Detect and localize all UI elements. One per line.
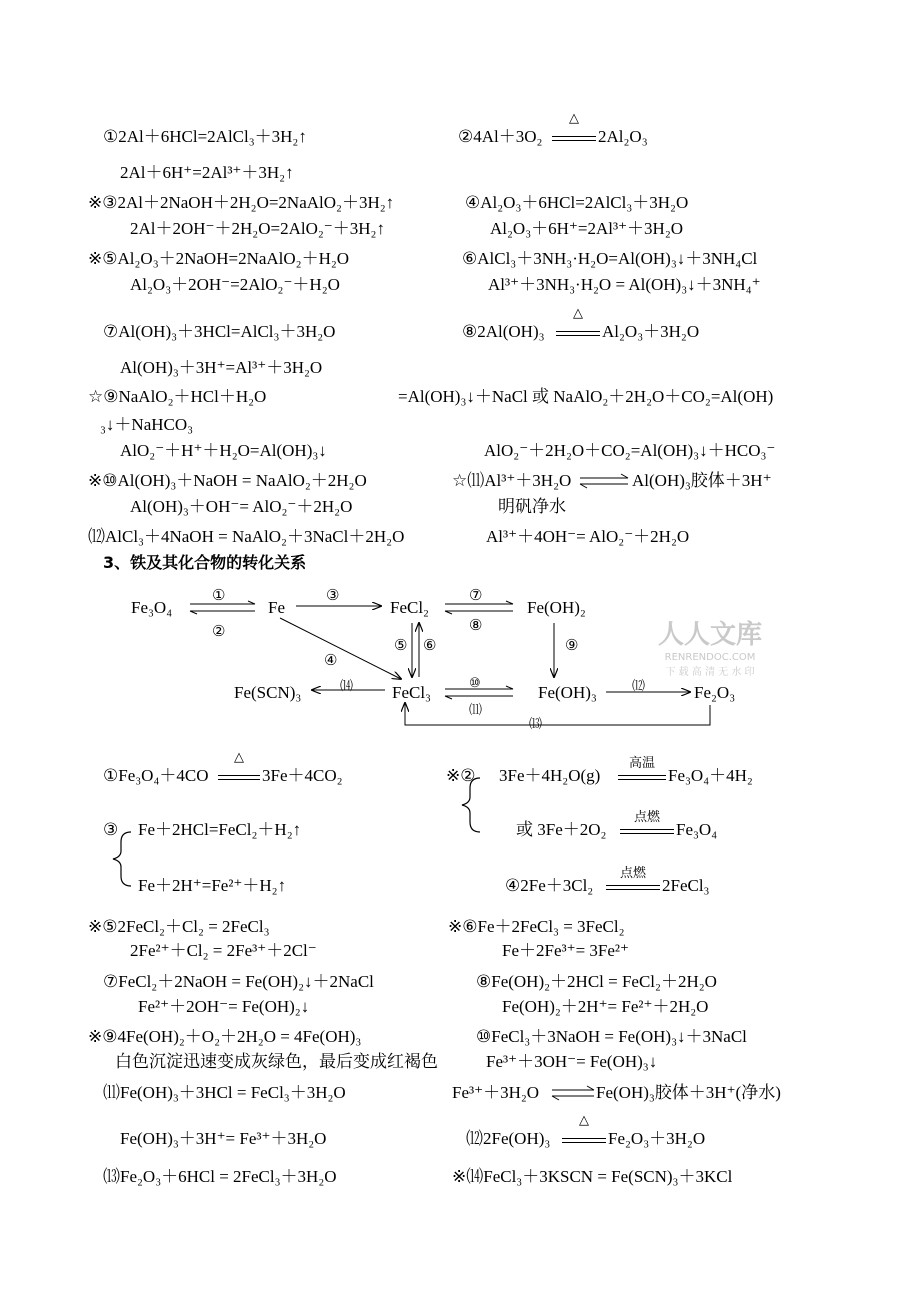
section-heading: 3、铁及其化合物的转化关系 (103, 553, 307, 572)
eq-fe-4-product: 2FeCl₃ (662, 876, 710, 895)
eq-fe-3-label: ③ (103, 820, 119, 839)
eq-al-2-product: 2Al₂O₃ (598, 127, 648, 146)
watermark-logo: 人人文库 (657, 620, 762, 650)
node-feoh2: Fe(OH)₂ (527, 598, 586, 617)
eq-al-8: ⑧2Al(OH)₃ (462, 322, 545, 341)
eq-fe-2-alt-product: Fe₃O₄ (676, 820, 718, 839)
eq-fe-7-ionic: Fe²⁺＋2OH⁻= Fe(OH)₂↓ (138, 997, 310, 1016)
eq-fe-2-alt: 或 3Fe＋2O₂ (516, 820, 607, 839)
label-12: ⑿ (632, 678, 646, 693)
eq-fe-14: ※⒁FeCl₃＋3KSCN = Fe(SCN)₃＋3KCl (452, 1167, 733, 1186)
eq-fe-8-ionic: Fe(OH)₂＋2H⁺= Fe²⁺＋2H₂O (502, 997, 709, 1016)
label-14: ⒁ (340, 678, 354, 693)
heat-condition: △ (573, 305, 583, 320)
eq-fe-11-ionic: Fe(OH)₃＋3H⁺= Fe³⁺＋3H₂O (120, 1129, 327, 1148)
node-fe3o4: Fe₃O₄ (131, 598, 173, 617)
eq-al-1-ionic: 2Al＋6H⁺=2Al³⁺＋3H₂↑ (120, 163, 294, 182)
eq-fe-4: ④2Fe＋3Cl₂ (505, 876, 594, 895)
eq-fe-6-ionic: Fe＋2Fe³⁺= 3Fe²⁺ (502, 941, 629, 960)
eq-al-5: ※⑤Al₂O₃＋2NaOH=2NaAlO₂＋H₂O (88, 249, 350, 268)
eq-fe-hydrolysis: Fe³⁺＋3H₂O (452, 1083, 540, 1102)
eq-fe-3: Fe＋2HCl=FeCl₂＋H₂↑ (138, 820, 302, 839)
eq-fe-12-product: Fe₂O₃＋3H₂O (608, 1129, 706, 1148)
label-5: ⑤ (394, 638, 408, 654)
eq-al-2: ②4Al＋3O₂ (458, 127, 543, 146)
label-9: ⑨ (565, 638, 579, 654)
node-feoh3: Fe(OH)₃ (538, 683, 597, 702)
eq-al-11: ☆⑾Al³⁺＋3H₂O (452, 471, 572, 490)
eq-al-1: ①2Al＋6HCl=2AlCl₃＋3H₂↑ (103, 127, 307, 146)
eq-al-9-ionic-a: AlO₂⁻＋H⁺＋H₂O=Al(OH)₃↓ (120, 441, 327, 460)
label-13: ⒀ (529, 716, 543, 731)
eq-fe-5-ionic: 2Fe²⁺＋Cl₂ = 2Fe³⁺＋2Cl⁻ (130, 941, 317, 960)
eq-fe-1-product: 3Fe＋4CO₂ (262, 766, 343, 785)
eq-fe-5: ※⑤2FeCl₂＋Cl₂ = 2FeCl₃ (88, 917, 270, 936)
eq-fe-7: ⑦FeCl₂＋2NaOH = Fe(OH)₂↓＋2NaCl (103, 972, 374, 991)
equals-sign (562, 1138, 606, 1143)
heat-condition: △ (234, 749, 244, 764)
label-6: ⑥ (423, 638, 437, 654)
eq-fe-13: ⒀Fe₂O₃＋6HCl = 2FeCl₃＋3H₂O (103, 1167, 337, 1186)
label-11: ⑾ (469, 702, 483, 717)
eq-al-5-ionic: Al₂O₃＋2OH⁻=2AlO₂⁻＋H₂O (130, 275, 340, 294)
eq-fe-2-label: ※② (446, 766, 476, 785)
label-2: ② (212, 624, 226, 640)
label-8: ⑧ (469, 618, 483, 634)
watermark-url: RENRENDOC.COM (664, 652, 756, 663)
eq-al-12-ionic: Al³⁺＋4OH⁻= AlO₂⁻＋2H₂O (486, 527, 690, 546)
eq-fe-9: ※⑨4Fe(OH)₂＋O₂＋2H₂O = 4Fe(OH)₃ (88, 1027, 362, 1046)
label-1: ① (212, 588, 226, 604)
eq-al-3-ionic: 2Al＋2OH⁻＋2H₂O=2AlO₂⁻＋3H₂↑ (130, 219, 385, 238)
ignite-condition: 点燃 (633, 809, 660, 824)
node-fe2o3: Fe₂O₃ (694, 683, 736, 702)
eq-al-10: ※⑩Al(OH)₃＋NaOH = NaAlO₂＋2H₂O (88, 471, 367, 490)
eq-fe-11: ⑾Fe(OH)₃＋3HCl = FeCl₃＋3H₂O (103, 1083, 346, 1102)
eq-fe-2-product: Fe₃O₄＋4H₂ (668, 766, 753, 785)
eq-al-9-cont: =Al(OH)₃↓＋NaCl 或 NaAlO₂＋2H₂O＋CO₂=Al(OH) (398, 387, 774, 406)
eq-fe-hydrolysis-product: Fe(OH)₃胶体＋3H⁺(净水) (596, 1083, 781, 1102)
eq-al-11-product: Al(OH)₃胶体＋3H⁺ (632, 471, 772, 490)
eq-fe-9-note: 白色沉淀迅速变成灰绿色，最后变成红褐色 (115, 1052, 438, 1071)
eq-al-3: ※③2Al＋2NaOH＋2H₂O=2NaAlO₂＋3H₂↑ (88, 193, 395, 212)
eq-fe-6: ※⑥Fe＋2FeCl₃ = 3FeCl₂ (448, 917, 625, 936)
eq-al-9-wrap: ₃↓＋NaHCO₃ (100, 415, 194, 434)
eq-al-6-ionic: Al³⁺＋3NH₃·H₂O = Al(OH)₃↓＋3NH₄⁺ (488, 275, 761, 294)
eq-al-7: ⑦Al(OH)₃＋3HCl=AlCl₃＋3H₂O (103, 322, 336, 341)
eq-al-6: ⑥AlCl₃＋3NH₃·H₂O=Al(OH)₃↓＋3NH₄Cl (462, 249, 758, 268)
alum-note: 明矾净水 (498, 497, 566, 516)
eq-fe-8: ⑧Fe(OH)₂＋2HCl = FeCl₂＋2H₂O (476, 972, 717, 991)
eq-al-7-ionic: Al(OH)₃＋3H⁺=Al³⁺＋3H₂O (120, 358, 323, 377)
label-3: ③ (326, 588, 340, 604)
eq-al-9: ☆⑨NaAlO₂＋HCl＋H₂O (88, 387, 267, 406)
label-10: ⑩ (469, 675, 481, 690)
eq-al-10-ionic: Al(OH)₃＋OH⁻= AlO₂⁻＋2H₂O (130, 497, 353, 516)
eq-al-8-product: Al₂O₃＋3H₂O (602, 322, 700, 341)
eq-fe-12: ⑿2Fe(OH)₃ (466, 1129, 551, 1148)
heat-condition: △ (579, 1112, 589, 1127)
high-temp-condition: 高温 (628, 755, 655, 770)
node-fe: Fe (268, 598, 285, 617)
label-4: ④ (324, 653, 338, 669)
eq-fe-10-ionic: Fe³⁺＋3OH⁻= Fe(OH)₃↓ (486, 1052, 658, 1071)
eq-fe-3-ionic: Fe＋2H⁺=Fe²⁺＋H₂↑ (138, 876, 287, 895)
watermark-slogan: 下 载 高 清 无 水 印 (665, 667, 755, 678)
eq-fe-10: ⑩FeCl₃＋3NaOH = Fe(OH)₃↓＋3NaCl (476, 1027, 747, 1046)
ignite-condition: 点燃 (619, 865, 646, 880)
eq-al-12: ⑿AlCl₃＋4NaOH = NaAlO₂＋3NaCl＋2H₂O (88, 527, 405, 546)
eq-al-9-ionic-b: AlO₂⁻＋2H₂O＋CO₂=Al(OH)₃↓＋HCO₃⁻ (484, 441, 776, 460)
eq-al-4: ④Al₂O₃＋6HCl=2AlCl₃＋3H₂O (465, 193, 689, 212)
node-fecl2: FeCl₂ (390, 598, 429, 617)
heat-condition: △ (569, 110, 579, 125)
eq-al-4-ionic: Al₂O₃＋6H⁺=2Al³⁺＋3H₂O (490, 219, 684, 238)
node-fescn3: Fe(SCN)₃ (234, 683, 302, 702)
label-7: ⑦ (469, 588, 483, 604)
eq-fe-2: 3Fe＋4H₂O(g) (499, 766, 601, 785)
node-fecl3: FeCl₃ (392, 683, 431, 702)
eq-fe-1: ①Fe₃O₄＋4CO (103, 766, 209, 785)
